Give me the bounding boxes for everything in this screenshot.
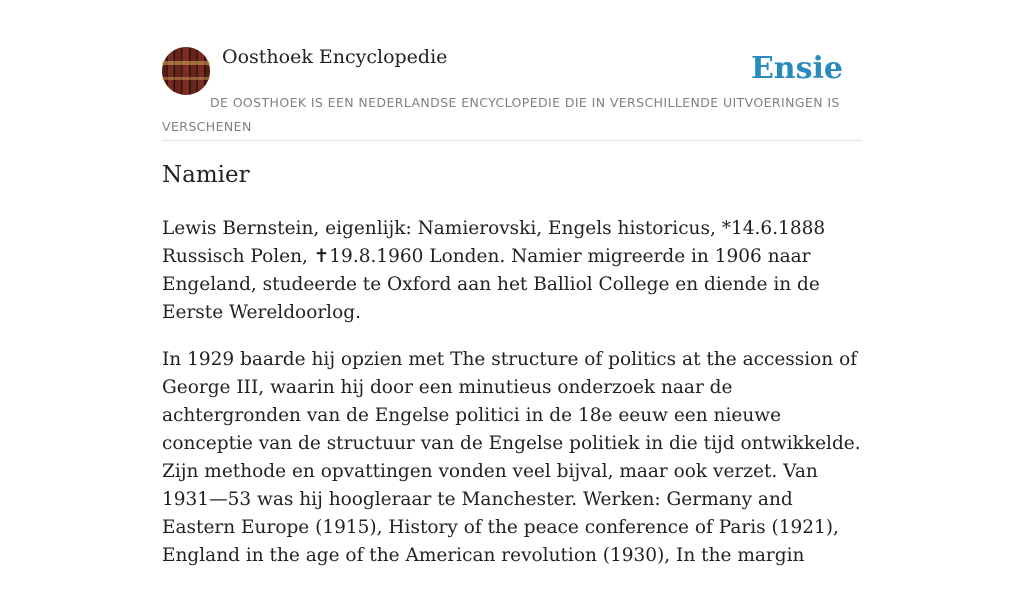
site-name-link[interactable]: Oosthoek Encyclopedie xyxy=(222,46,448,68)
article-paragraph: In 1929 baarde hij opzien met The structure of politics at the accession of George III, waarin hij door een minutieus onderzoek naar de achtergronden van de Engelse politici in de 18e eeuw een nieuwe conceptie van de structuur van de Engelse politiek in die tijd ontwikkelde. Zijn methode en opvattingen vonden veel bijval, maar ook verzet. Van 1931—53 was hij hoogleraar te Manchester. Werken: Germany and Eastern Europe (1915), History of the peace conference of Paris (1921), England in the age of the American revolution (1930), In the margin xyxy=(162,349,861,566)
site-header xyxy=(162,46,862,141)
ensie-logo[interactable]: Ensie xyxy=(750,51,843,86)
article-body xyxy=(162,215,864,589)
site-tagline: DE OOSTHOEK IS EEN NEDERLANDSE ENCYCLOPEDIE DIE IN VERSCHILLENDE UITVOERINGEN IS VERSCHENEN xyxy=(162,95,840,134)
article-paragraph: Lewis Bernstein, eigenlijk: Namierovski, Engels historicus, *14.6.1888 Russisch Polen, ✝19.8.1960 Londen. Namier migreerde in 1906 naar Engeland, studeerde te Oxford aan het Balliol College en diende in de Eerste Wereldoorlog. xyxy=(162,218,826,323)
article-title: Namier xyxy=(162,162,250,188)
book-spines-avatar-icon[interactable] xyxy=(162,47,210,95)
